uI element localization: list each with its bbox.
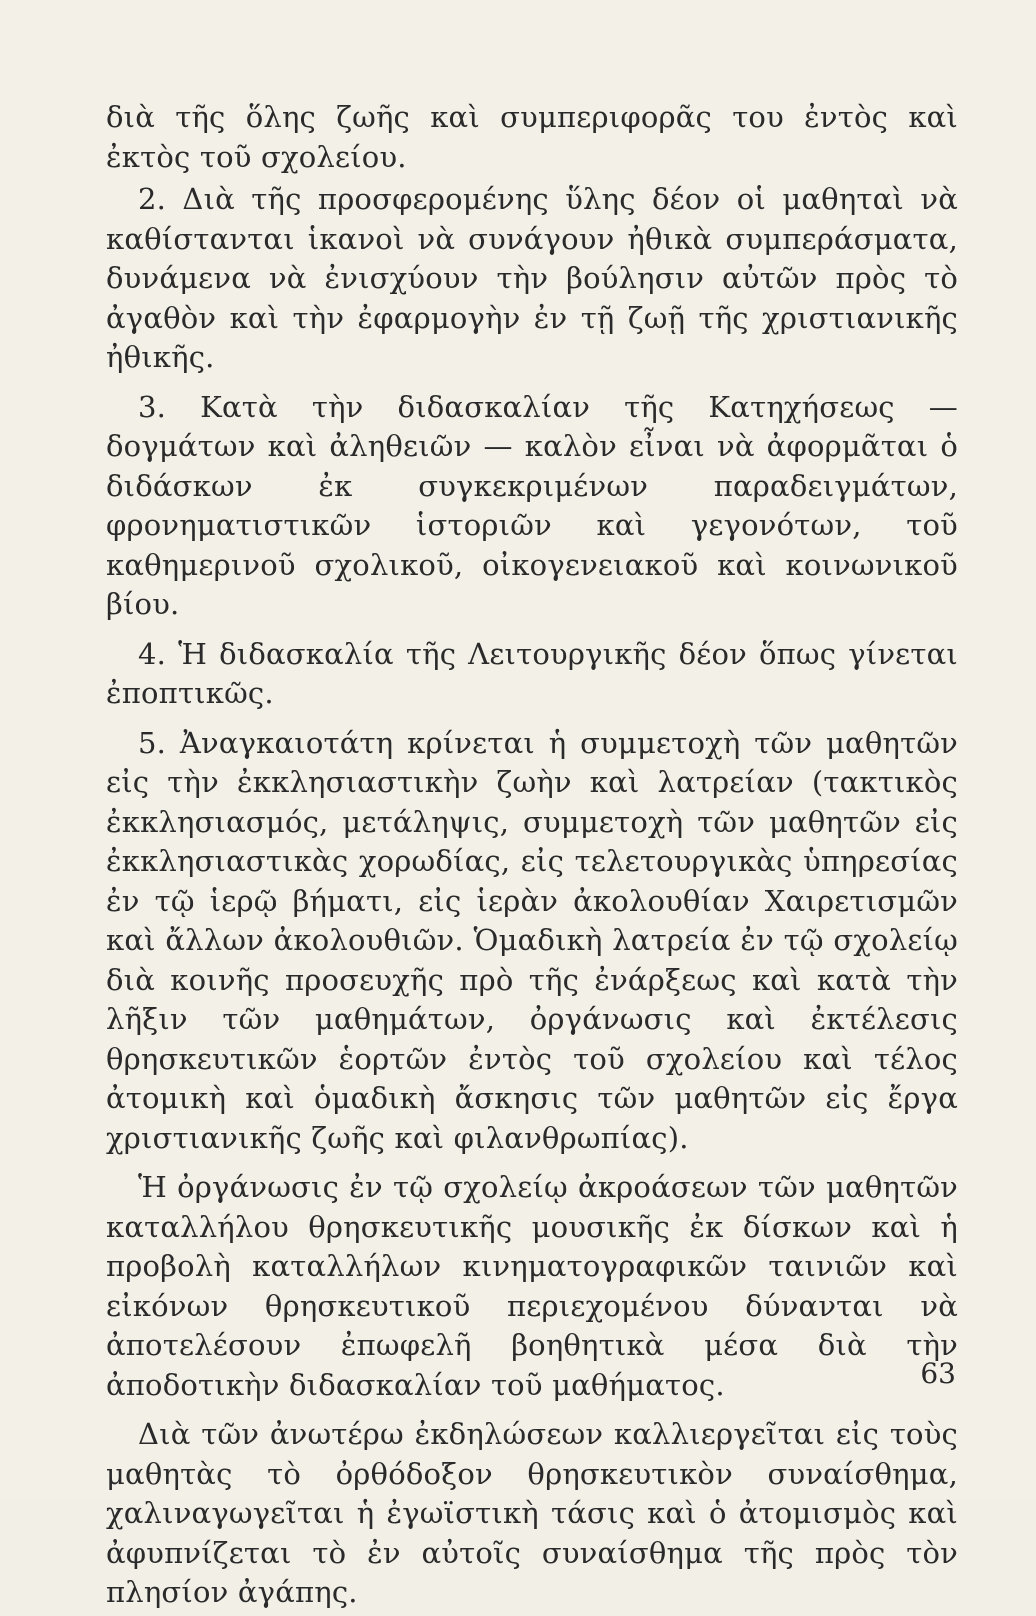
paragraph-continuation: διὰ τῆς ὅλης ζωῆς καὶ συμπεριφορᾶς του ἐντὸς καὶ ἐκτὸς τοῦ σχολείου. [106, 100, 958, 174]
paragraph-item-2: 2. Διὰ τῆς προσφερομένης ὕλης δέον οἱ μαθηταὶ νὰ καθίστανται ἱκανοὶ νὰ συνάγουν ἠθικὰ συμπεράσματα, δυνάμενα νὰ ἐνισχύουν τὴν βούλησιν αὐτῶν πρὸς τὸ ἀγαθὸν καὶ τὴν ἐφαρμογὴν ἐν τῇ ζωῇ τῆς χριστιανικῆς ἠθικῆς. [106, 182, 958, 374]
body-text [106, 98, 958, 1616]
paragraph-item-5: 5. Ἀναγκαιοτάτη κρίνεται ἡ συμμετοχὴ τῶν μαθητῶν εἰς τὴν ἐκκλησιαστικὴν ζωὴν καὶ λατρείαν (τακτικὸς ἐκκλησιασμός, μετάληψις, συμμετοχὴ τῶν μαθητῶν εἰς ἐκκλησιαστικὰς χορωδίας, εἰς τελετουργικὰς ὑπηρεσίας ἐν τῷ ἱερῷ βήματι, εἰς ἱερὰν ἀκολουθίαν Χαιρετισμῶν καὶ ἄλλων ἀκολουθιῶν. Ὁμαδικὴ λατρεία ἐν τῷ σχολείῳ διὰ κοινῆς προσευχῆς πρὸ τῆς ἐνάρξεως καὶ κατὰ τὴν λῆξιν τῶν μαθημάτων, ὀργάνωσις καὶ ἐκτέλεσις θρησκευτικῶν ἑορτῶν ἐντὸς τοῦ σχολείου καὶ τέλος ἀτομικὴ καὶ ὁμαδικὴ ἄσκησις τῶν μαθητῶν εἰς ἔργα χριστιανικῆς ζωῆς καὶ φιλανθρωπίας). [106, 725, 958, 1155]
paragraph-conclusion: Διὰ τῶν ἀνωτέρω ἐκδηλώσεων καλλιεργεῖται εἰς τοὺς μαθητὰς τὸ ὀρθόδοξον θρησκευτικὸν συναίσθημα, χαλιναγωγεῖται ἡ ἐγωϊστικὴ τάσις καὶ ὁ ἀτομισμὸς καὶ ἀφυπνίζεται τὸ ἐν αὐτοῖς συναίσθημα τῆς πρὸς τὸν πλησίον ἀγάπης. [106, 1417, 958, 1609]
page-number: 63 [920, 1357, 956, 1390]
paragraph-item-4: 4. Ἡ διδασκαλία τῆς Λειτουργικῆς δέον ὅπως γίνεται ἐποπτικῶς. [106, 636, 958, 710]
paragraph-item-3: 3. Κατὰ τὴν διδασκαλίαν τῆς Κατηχήσεως — δογμάτων καὶ ἀληθειῶν — καλὸν εἶναι νὰ ἀφορμᾶται ὁ διδάσκων ἐκ συγκεκριμένων παραδειγμάτων, φρονηματιστικῶν ἱστοριῶν καὶ γεγονότων, τοῦ καθημερινοῦ σχολικοῦ, οἰκογενειακοῦ καὶ κοινωνικοῦ βίου. [106, 389, 958, 621]
paragraph-audio-visual: Ἡ ὀργάνωσις ἐν τῷ σχολείῳ ἀκροάσεων τῶν μαθητῶν καταλλήλου θρησκευτικῆς μουσικῆς ἐκ δίσκων καὶ ἡ προβολὴ καταλλήλων κινηματογραφικῶν ταινιῶν καὶ εἰκόνων θρησκευτικοῦ περιεχομένου δύνανται νὰ ἀποτελέσουν ἐπωφελῆ βοηθητικὰ μέσα διὰ τὴν ἀποδοτικὴν διδασκαλίαν τοῦ μαθήματος. [106, 1170, 958, 1402]
